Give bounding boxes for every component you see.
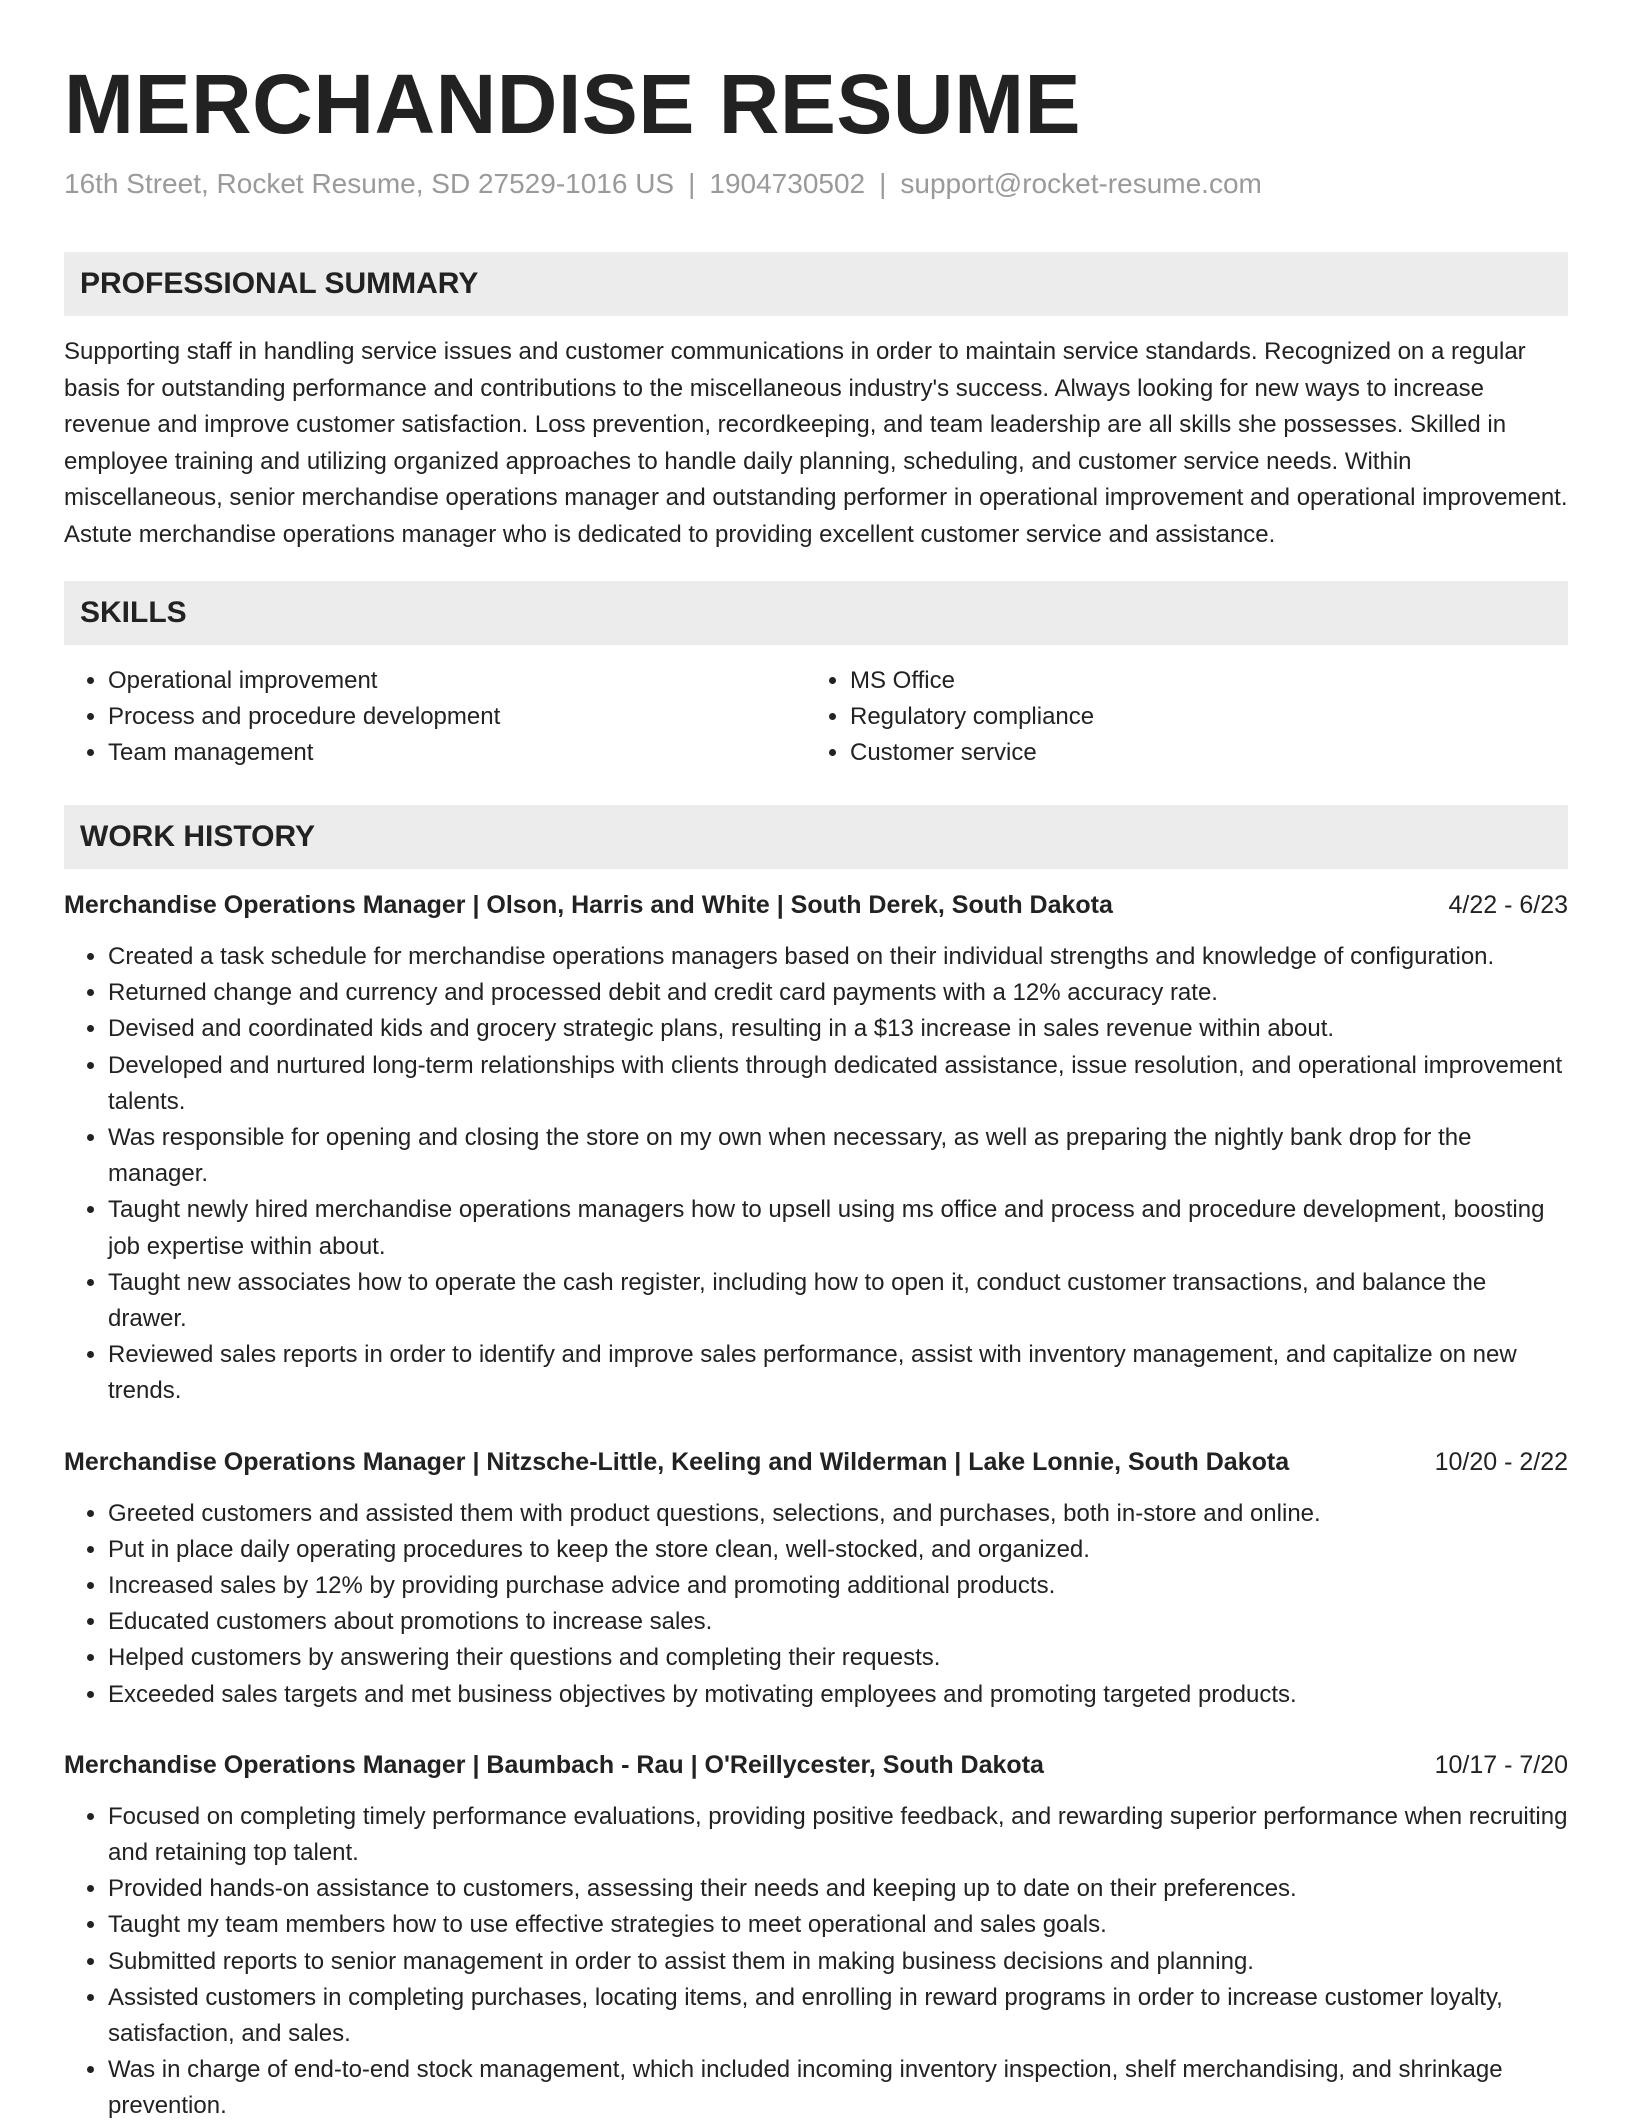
job-bullets — [64, 939, 1568, 1410]
skill-item: • Customer service — [850, 735, 1548, 771]
job-entry — [64, 1747, 1568, 2125]
contact-line — [64, 166, 1568, 202]
job-bullet: • Helped customers by answering their questions and completing their requests. — [108, 1640, 1568, 1676]
job-bullet: • Assisted customers in completing purchases, locating items, and enrolling in reward programs in order to increase customer loyalty, satisfaction, and sales. — [108, 1980, 1568, 2052]
skill-item: • Regulatory compliance — [850, 699, 1548, 735]
job-bullet: • Created a task schedule for merchandise operations managers based on their individual strengths and knowledge of configuration. — [108, 939, 1568, 975]
skill-item: • MS Office — [850, 663, 1548, 699]
skills-column-left — [64, 663, 806, 771]
job-entry — [64, 1444, 1568, 1713]
job-header — [64, 887, 1568, 923]
job-title: Merchandise Operations Manager | Nitzsche-Little, Keeling and Wilderman | Lake Lonnie, South Dakota — [64, 1447, 1290, 1476]
skills-column-right — [806, 663, 1548, 771]
summary-heading: PROFESSIONAL SUMMARY — [64, 252, 1568, 316]
job-bullet: • Put in place daily operating procedures to keep the store clean, well-stocked, and organized. — [108, 1532, 1568, 1568]
job-bullet: • Submitted reports to senior management in order to assist them in making business decisions and planning. — [108, 1944, 1568, 1980]
job-bullet: • Taught newly hired merchandise operations managers how to upsell using ms office and process and procedure development, boosting job expertise within about. — [108, 1192, 1568, 1264]
job-bullets — [64, 1799, 1568, 2125]
job-header — [64, 1444, 1568, 1480]
contact-separator: | — [879, 168, 887, 199]
job-dates: 10/17 - 7/20 — [1434, 1750, 1568, 1779]
job-bullet: • Was responsible for opening and closing the store on my own when necessary, as well as preparing the nightly bank drop for the manager. — [108, 1120, 1568, 1192]
job-bullet: • Developed and nurtured long-term relationships with clients through dedicated assistance, issue resolution, and operational improvement talents. — [108, 1048, 1568, 1120]
job-entry — [64, 887, 1568, 1410]
work-history-heading: WORK HISTORY — [64, 805, 1568, 869]
job-bullet: • Educated customers about promotions to increase sales. — [108, 1604, 1568, 1640]
job-dates: 10/20 - 2/22 — [1434, 1447, 1568, 1476]
skills-list — [64, 663, 1568, 771]
skills-heading: SKILLS — [64, 581, 1568, 645]
contact-separator: | — [688, 168, 696, 199]
job-bullet: • Exceeded sales targets and met business objectives by motivating employees and promoting targeted products. — [108, 1677, 1568, 1713]
job-bullet: • Returned change and currency and processed debit and credit card payments with a 12% accuracy rate. — [108, 975, 1568, 1011]
skill-item: • Operational improvement — [108, 663, 806, 699]
job-bullet: • Taught new associates how to operate the cash register, including how to open it, conduct customer transactions, and balance the drawer. — [108, 1265, 1568, 1337]
job-title: Merchandise Operations Manager | Olson, Harris and White | South Derek, South Dakota — [64, 891, 1113, 919]
resume-name: MERCHANDISE RESUME — [64, 57, 1082, 151]
job-bullet: • Increased sales by 12% by providing purchase advice and promoting additional products. — [108, 1568, 1568, 1604]
job-bullet: • Focused on completing timely performance evaluations, providing positive feedback, and rewarding superior performance when recruiting and retaining top talent. — [108, 1799, 1568, 1871]
skill-item: • Team management — [108, 735, 806, 771]
job-bullet: • Taught my team members how to use effective strategies to meet operational and sales goals. — [108, 1907, 1568, 1943]
job-header — [64, 1747, 1568, 1783]
contact-address: 16th Street, Rocket Resume, SD 27529-1016 US — [64, 168, 675, 199]
skill-item: • Process and procedure development — [108, 699, 806, 735]
job-bullet: • Provided hands-on assistance to customers, assessing their needs and keeping up to date on their preferences. — [108, 1871, 1568, 1907]
job-bullet: • Greeted customers and assisted them with product questions, selections, and purchases, both in-store and online. — [108, 1496, 1568, 1532]
contact-phone: 1904730502 — [709, 168, 866, 199]
job-bullets — [64, 1496, 1568, 1713]
summary-text: Supporting staff in handling service issues and customer communications in order to maintain service standards. Recognized on a regular basis for outstanding performance and contributions to the miscellaneous industry's success. Always looking for new ways to increase revenue and improve customer satisfaction. Loss prevention, recordkeeping, and team leadership are all skills she possesses. Skilled in employee training and utilizing organized approaches to handle daily planning, scheduling, and customer service needs. Within miscellaneous, senior merchandise operations manager and outstanding performer in operational improvement and operational improvement. Astute merchandise operations manager who is dedicated to providing excellent customer service and assistance. — [64, 338, 1568, 548]
job-bullet: • Devised and coordinated kids and grocery strategic plans, resulting in a $13 increase in sales revenue within about. — [108, 1011, 1568, 1047]
job-title: Merchandise Operations Manager | Baumbach - Rau | O'Reillycester, South Dakota — [64, 1750, 1044, 1779]
job-dates: 4/22 - 6/23 — [1448, 891, 1568, 919]
contact-email: support@rocket-resume.com — [900, 168, 1262, 199]
job-bullet: • Was in charge of end-to-end stock management, which included incoming inventory inspection, shelf merchandising, and shrinkage prevention. — [108, 2052, 1568, 2124]
job-bullet: • Reviewed sales reports in order to identify and improve sales performance, assist with inventory management, and capitalize on new trends. — [108, 1337, 1568, 1409]
